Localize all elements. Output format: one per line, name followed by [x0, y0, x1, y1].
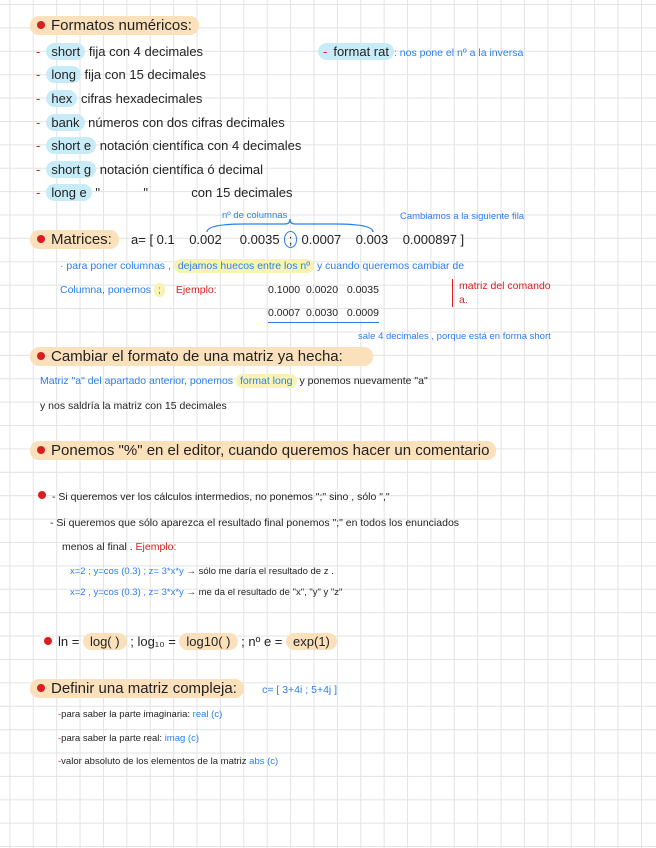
bullet-icon	[37, 235, 45, 243]
code: exp(1)	[286, 633, 337, 650]
text: Columna, ponemos	[60, 284, 152, 296]
cambiar-line-2: y nos saldría la matriz con 15 decimales	[40, 400, 227, 412]
text: · para poner columnas ,	[60, 260, 171, 272]
heading: Formatos numéricos:	[51, 17, 192, 34]
format-key: short e	[46, 137, 96, 154]
format-rat-item: - format rat : nos pone el nº a la inversa	[318, 43, 523, 62]
format-desc: fija con 15 decimales	[84, 67, 206, 82]
list-item: - long e " " con 15 decimales	[36, 185, 293, 200]
text: para saber la parte imaginaria:	[61, 709, 191, 720]
highlight: dejamos huecos entre los nº	[174, 259, 314, 273]
heading: Ponemos "%" en el editor, cuando queremos hacer un comentario	[51, 442, 490, 459]
format-key: short g	[46, 161, 96, 178]
text: Matriz "a" del apartado anterior, ponemos	[40, 375, 234, 387]
format-desc: cifras hexadecimales	[80, 91, 203, 106]
code: imag (c)	[164, 733, 199, 744]
format-key: hex	[46, 90, 77, 107]
highlight: format long	[236, 374, 297, 388]
list-item: - short e notación científica con 4 decimales	[36, 138, 302, 153]
matrix-expression: a= [ 0.1 0.002 0.0035	[131, 232, 280, 247]
text: ln =	[58, 634, 80, 649]
format-key: short	[46, 43, 85, 60]
section-matrices	[30, 231, 464, 249]
text: - Si queremos ver los cálculos intermedios, no ponemos ";" sino , sólo ","	[52, 491, 390, 503]
text: para saber la parte real:	[61, 733, 163, 744]
calculos-line-1	[38, 488, 390, 506]
text: menos al final .	[62, 541, 133, 553]
text: → sólo me daría el resultado de z .	[186, 566, 334, 577]
bullet-icon	[44, 637, 52, 645]
heading: Matrices:	[51, 231, 112, 248]
format-desc: fija con 4 decimales	[88, 44, 204, 59]
heading: Definir una matriz compleja:	[51, 680, 237, 697]
code: abs (c)	[249, 756, 279, 767]
text: nº e =	[248, 634, 283, 649]
text: ;	[130, 634, 134, 649]
cambiar-line-1	[40, 372, 428, 390]
section-compleja	[30, 680, 337, 699]
funciones-line	[44, 633, 337, 651]
columns-note: nº de columnas	[222, 210, 288, 221]
list-item: -para saber la parte real: imag (c)	[58, 733, 199, 744]
calculos-line-3	[62, 538, 176, 556]
code: x=2 , y=cos (0.3) , z= 3*x*y	[70, 587, 184, 598]
code: log10( )	[179, 633, 237, 650]
format-desc: : nos pone el nº a la inversa	[393, 47, 524, 59]
matrices-note-1	[60, 257, 464, 275]
bullet-icon	[37, 352, 45, 360]
text: → me da el resultado de "x", "y" y "z"	[186, 587, 343, 598]
format-key: bank	[46, 114, 84, 131]
code: log( )	[83, 633, 127, 650]
text: valor absoluto de los elementos de la matriz	[61, 756, 247, 767]
bullet-icon	[38, 491, 46, 499]
section-formatos-title	[30, 17, 199, 35]
format-desc: números con dos cifras decimales	[88, 115, 285, 130]
highlight: ;	[154, 283, 165, 297]
list-item: - long fija con 15 decimales	[36, 67, 206, 82]
row-separator: ;	[284, 231, 298, 248]
list-item: -para saber la parte imaginaria: real (c)	[58, 709, 223, 720]
calculos-line-2: - Si queremos que sólo aparezca el resultado final ponemos ";" en todos los enunciados	[50, 517, 460, 529]
list-item: - short g notación científica ó decimal	[36, 162, 264, 177]
bullet-icon	[37, 21, 45, 29]
format-desc: notación científica con 4 decimales	[99, 138, 302, 153]
section-cambiar	[30, 348, 373, 366]
example-1	[70, 563, 334, 581]
brace-note: matriz del comando a.	[452, 279, 559, 307]
example-2	[70, 584, 342, 602]
format-key: long	[46, 66, 81, 83]
list-item: - short fija con 4 decimales	[36, 44, 204, 59]
list-item: -valor absoluto de los elementos de la matriz abs (c)	[58, 756, 279, 767]
code: real (c)	[192, 709, 223, 720]
text: log₁₀ =	[137, 634, 176, 649]
example-label: Ejemplo:	[135, 541, 177, 553]
section-comentario	[30, 442, 496, 460]
text: y cuando queremos cambiar de	[317, 260, 465, 272]
matrices-note-2	[60, 281, 217, 299]
format-key: long e	[46, 184, 91, 201]
list-item: - bank números con dos cifras decimales	[36, 115, 285, 130]
matrix-row: 0.0007 0.0030 0.0009	[268, 304, 379, 323]
matrix-expression-2: 0.0007 0.003 0.000897 ]	[301, 232, 465, 247]
code: x=2 ; y=cos (0.3) ; z= 3*x*y	[70, 566, 184, 577]
matrix-row: 0.1000 0.0020 0.0035	[268, 284, 379, 296]
bullet-icon	[37, 446, 45, 454]
text: y ponemos nuevamente "a"	[299, 375, 428, 387]
text: ;	[241, 634, 245, 649]
bullet-icon	[37, 684, 45, 692]
list-item: - hex cifras hexadecimales	[36, 91, 203, 106]
code: c= [ 3+4i ; 5+4j ]	[262, 684, 338, 696]
row-note: Cambiamos a la siguiente fila	[400, 211, 525, 222]
example-label: Ejemplo:	[175, 284, 217, 296]
format-desc: notación científica ó decimal	[99, 162, 264, 177]
heading: Cambiar el formato de una matriz ya hecha:	[51, 348, 343, 365]
format-desc: " " con 15 decimales	[95, 185, 293, 200]
decimals-note: sale 4 decimales , porque está en forma short	[358, 331, 551, 342]
format-key: format rat	[333, 44, 389, 59]
